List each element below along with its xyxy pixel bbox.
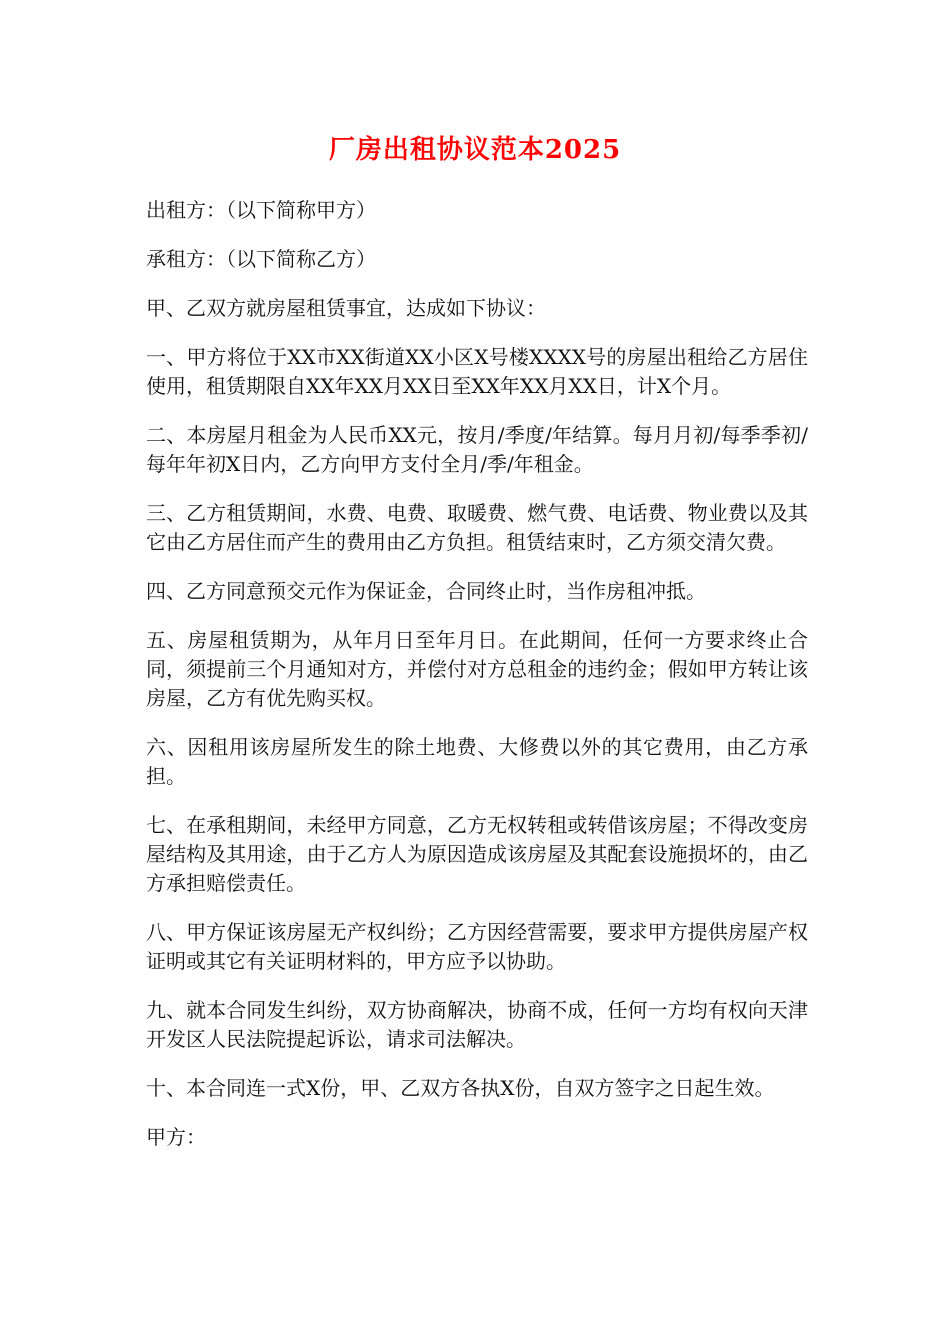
clause-10: 十、本合同连一式X份，甲、乙双方各执X份，自双方签字之日起生效。 (146, 1076, 775, 1100)
document-body (146, 196, 808, 1172)
clause-4: 四、乙方同意预交元作为保证金，合同终止时，当作房租冲抵。 (146, 579, 706, 603)
clause-7: 七、在承租期间，未经甲方同意，乙方无权转租或转借该房屋；不得改变房屋结构及其用途，由于乙方人为原因造成该房屋及其配套设施损坏的，由乙方承担赔偿责任。 (146, 813, 808, 895)
clause-5: 五、房屋租赁期为，从年月日至年月日。在此期间，任何一方要求终止合同，须提前三个月通知对方，并偿付对方总租金的违约金；假如甲方转让该房屋，乙方有优先购买权。 (146, 628, 808, 710)
clause-6: 六、因租用该房屋所发生的除土地费、大修费以外的其它费用，由乙方承担。 (146, 735, 808, 788)
signature-party-a: 甲方： (146, 1125, 206, 1149)
clause-1: 一、甲方将位于XX市XX街道XX小区X号楼XXXX号的房屋出租给乙方居住使用，租赁期限自XX年XX月XX日至XX年XX月XX日，计X个月。 (146, 345, 808, 398)
party-a-line: 出租方：（以下简称甲方） (146, 198, 376, 222)
agreement-intro: 甲、乙双方就房屋租赁事宜，达成如下协议： (146, 296, 546, 320)
clause-2: 二、本房屋月租金为人民币XX元，按月/季度/年结算。每月月初/每季季初/每年年初X日内，乙方向甲方支付全月/季/年租金。 (146, 423, 808, 476)
document-title: 厂房出租协议范本2025 (328, 135, 622, 165)
clause-8: 八、甲方保证该房屋无产权纠纷；乙方因经营需要，要求甲方提供房屋产权证明或其它有关证明材料的，甲方应予以协助。 (146, 920, 808, 973)
clause-9: 九、就本合同发生纠纷，双方协商解决，协商不成，任何一方均有权向天津开发区人民法院提起诉讼，请求司法解决。 (146, 998, 808, 1051)
clause-3: 三、乙方租赁期间，水费、电费、取暖费、燃气费、电话费、物业费以及其它由乙方居住而产生的费用由乙方负担。租赁结束时，乙方须交清欠费。 (146, 501, 808, 554)
party-b-line: 承租方：（以下简称乙方） (146, 247, 376, 271)
